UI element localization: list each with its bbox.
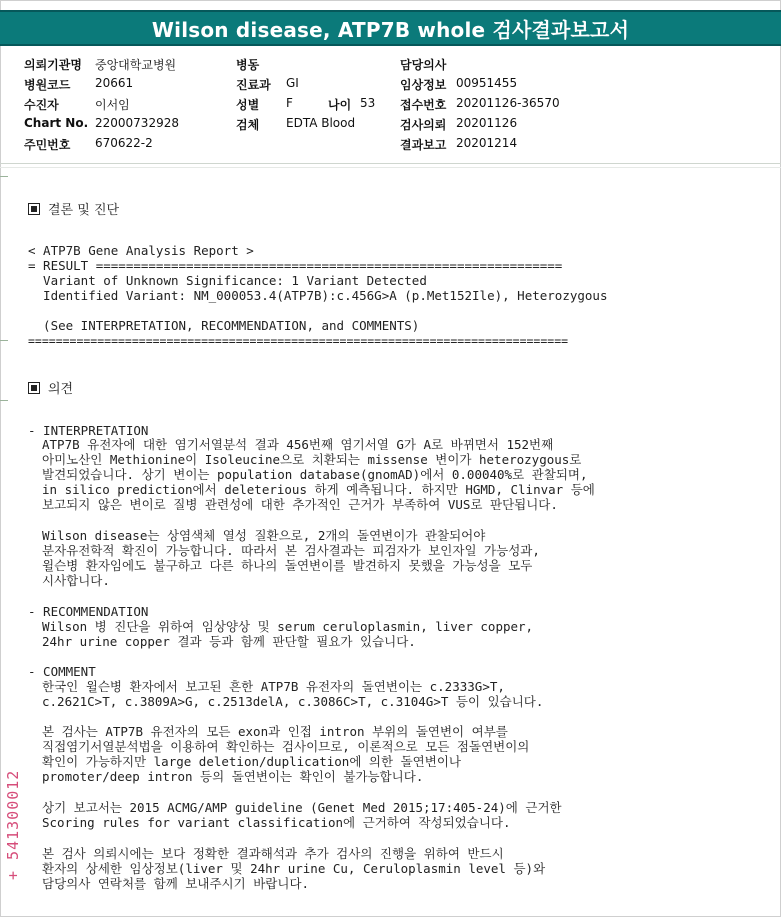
interpretation-line: 보고되지 않은 변이로 질병 관련성에 대한 추가적인 근거가 부족하여 VUS로 판단됩니다. [42, 497, 558, 512]
comment-line: c.2621C>T, c.3809A>G, c.2513delA, c.3086C>T, c.3104G>T 등이 있습니다. [42, 694, 544, 709]
comment-header: - COMMENT [28, 664, 96, 679]
age-value: 53 [360, 96, 376, 110]
clinical-info-label: 임상정보 [400, 78, 447, 92]
sex-label: 성별 [236, 98, 260, 112]
interpretation-line: ATP7B 유전자에 대한 염기서열분석 결과 456번째 염기서열 G가 A로 바뀌면서 152번째 [42, 437, 554, 452]
comment-line: promoter/deep intron 등의 돌연변이는 확인이 불가능합니다. [42, 769, 424, 784]
comment-line: 확인이 가능하지만 large deletion/duplication에 의한 돌연변이나 [42, 754, 461, 769]
interpretation-line: 분자유전학적 확진이 가능합니다. 따라서 본 검사결과는 피검자가 보인자일 가능성과, [42, 543, 540, 558]
interpretation-line: 윌슨병 환자임에도 불구하고 다른 하나의 돌연변이를 발견하지 못했을 가능성을 모두 [42, 558, 533, 573]
page-edge-mark [0, 176, 8, 183]
square-bullet-icon [28, 382, 40, 394]
chart-no-value: 22000732928 [95, 116, 179, 130]
conclusion-line: (See INTERPRETATION, RECOMMENDATION, and COMMENTS) [28, 318, 420, 333]
square-bullet-icon [28, 203, 40, 215]
patient-info-block [24, 56, 764, 156]
resident-no-value: 670622-2 [95, 136, 153, 150]
recommendation-line: 24hr urine copper 결과 등과 함께 판단할 필요가 있습니다. [42, 634, 416, 649]
report-title-bar [0, 10, 781, 46]
conclusion-line: Variant of Unknown Significance: 1 Variant Detected [28, 273, 427, 288]
recommendation-header: - RECOMMENDATION [28, 604, 149, 619]
comment-line: 상기 보고서는 2015 ACMG/AMP guideline (Genet Med 2015;17:405-24)에 근거한 [42, 800, 562, 815]
comment-line: 직접염기서열분석법을 이용하여 확인하는 검사이므로, 이론적으로 모든 점돌연변이의 [42, 739, 530, 754]
comment-line: 본 검사 의뢰시에는 보다 정확한 결과해석과 추가 검사의 진행을 위하여 반드시 [42, 846, 504, 861]
examinee-value: 이서임 [95, 98, 130, 112]
comment-line: Scoring rules for variant classification에 근거하여 작성되었습니다. [42, 815, 511, 830]
report-title: Wilson disease, ATP7B whole 검사결과보고서 [151, 17, 630, 42]
receipt-no-value: 20201126-36570 [456, 96, 560, 110]
interpretation-line: 아미노산인 Methionine이 Isoleucine으로 치환되는 missense 변이가 heterozygous로 [42, 452, 582, 467]
conclusion-line: ============================================================================== [28, 334, 569, 348]
resident-no-label: 주민번호 [24, 138, 71, 152]
comment-line: 담당의사 연락처를 함께 보내주시기 바랍니다. [42, 876, 310, 891]
department-label: 진료과 [236, 78, 271, 92]
opinion-heading: 의견 [28, 378, 73, 397]
request-date-value: 20201126 [456, 116, 518, 130]
department-value: GI [286, 76, 299, 90]
request-date-label: 검사의뢰 [400, 118, 447, 132]
hospital-code-label: 병원코드 [24, 78, 71, 92]
comment-line: 한국인 윌슨병 환자에서 보고된 흔한 ATP7B 유전자의 돌연변이는 c.2333G>T, [42, 679, 505, 694]
hospital-code-value: 20661 [95, 76, 134, 90]
specimen-label: 검체 [236, 118, 260, 132]
conclusion-line: = RESULT ============================================================== [28, 258, 563, 273]
conclusion-line: < ATP7B Gene Analysis Report > [28, 243, 254, 258]
conclusion-heading: 결론 및 진단 [28, 199, 119, 218]
vertical-specimen-code: + 541300012 [4, 769, 22, 880]
conclusion-line: Identified Variant: NM_000053.4(ATP7B):c.456G>A (p.Met152Ile), Heterozygous [28, 288, 608, 303]
report-date-value: 20201214 [456, 136, 518, 150]
section-divider [0, 163, 781, 171]
ward-label: 병동 [236, 58, 260, 72]
sex-value: F [286, 96, 293, 110]
examinee-label: 수진자 [24, 98, 59, 112]
interpretation-line: in silico prediction에서 deleterious 하게 예측됩니다. 하지만 HGMD, Clinvar 등에 [42, 482, 595, 497]
chart-no-label: Chart No. [24, 116, 89, 130]
page-edge-mark [0, 400, 8, 407]
age-label: 나이 [328, 98, 352, 112]
comment-line: 본 검사는 ATP7B 유전자의 모든 exon과 인접 intron 부위의 돌연변이 여부를 [42, 724, 508, 739]
report-date-label: 결과보고 [400, 138, 447, 152]
interpretation-line: Wilson disease는 상염색체 열성 질환으로, 2개의 돌연변이가 관찰되어야 [42, 528, 486, 543]
clinical-info-value: 00951455 [456, 76, 518, 90]
page-edge-mark [0, 340, 8, 347]
doctor-label: 담당의사 [400, 58, 447, 72]
interpretation-line: 발견되었습니다. 상기 변이는 population database(gnomAD)에서 0.00040%로 관찰되며, [42, 467, 588, 482]
institution-label: 의뢰기관명 [24, 58, 82, 72]
comment-line: 환자의 상세한 임상정보(liver 및 24hr urine Cu, Ceruloplasmin level 등)와 [42, 861, 546, 876]
recommendation-line: Wilson 병 진단을 위하여 임상양상 및 serum ceruloplasmin, liver copper, [42, 619, 534, 634]
specimen-value: EDTA Blood [286, 116, 356, 130]
interpretation-header: - INTERPRETATION [28, 423, 149, 438]
receipt-no-label: 접수번호 [400, 98, 447, 112]
institution-value: 중앙대학교병원 [95, 58, 177, 72]
interpretation-line: 시사합니다. [42, 573, 110, 588]
